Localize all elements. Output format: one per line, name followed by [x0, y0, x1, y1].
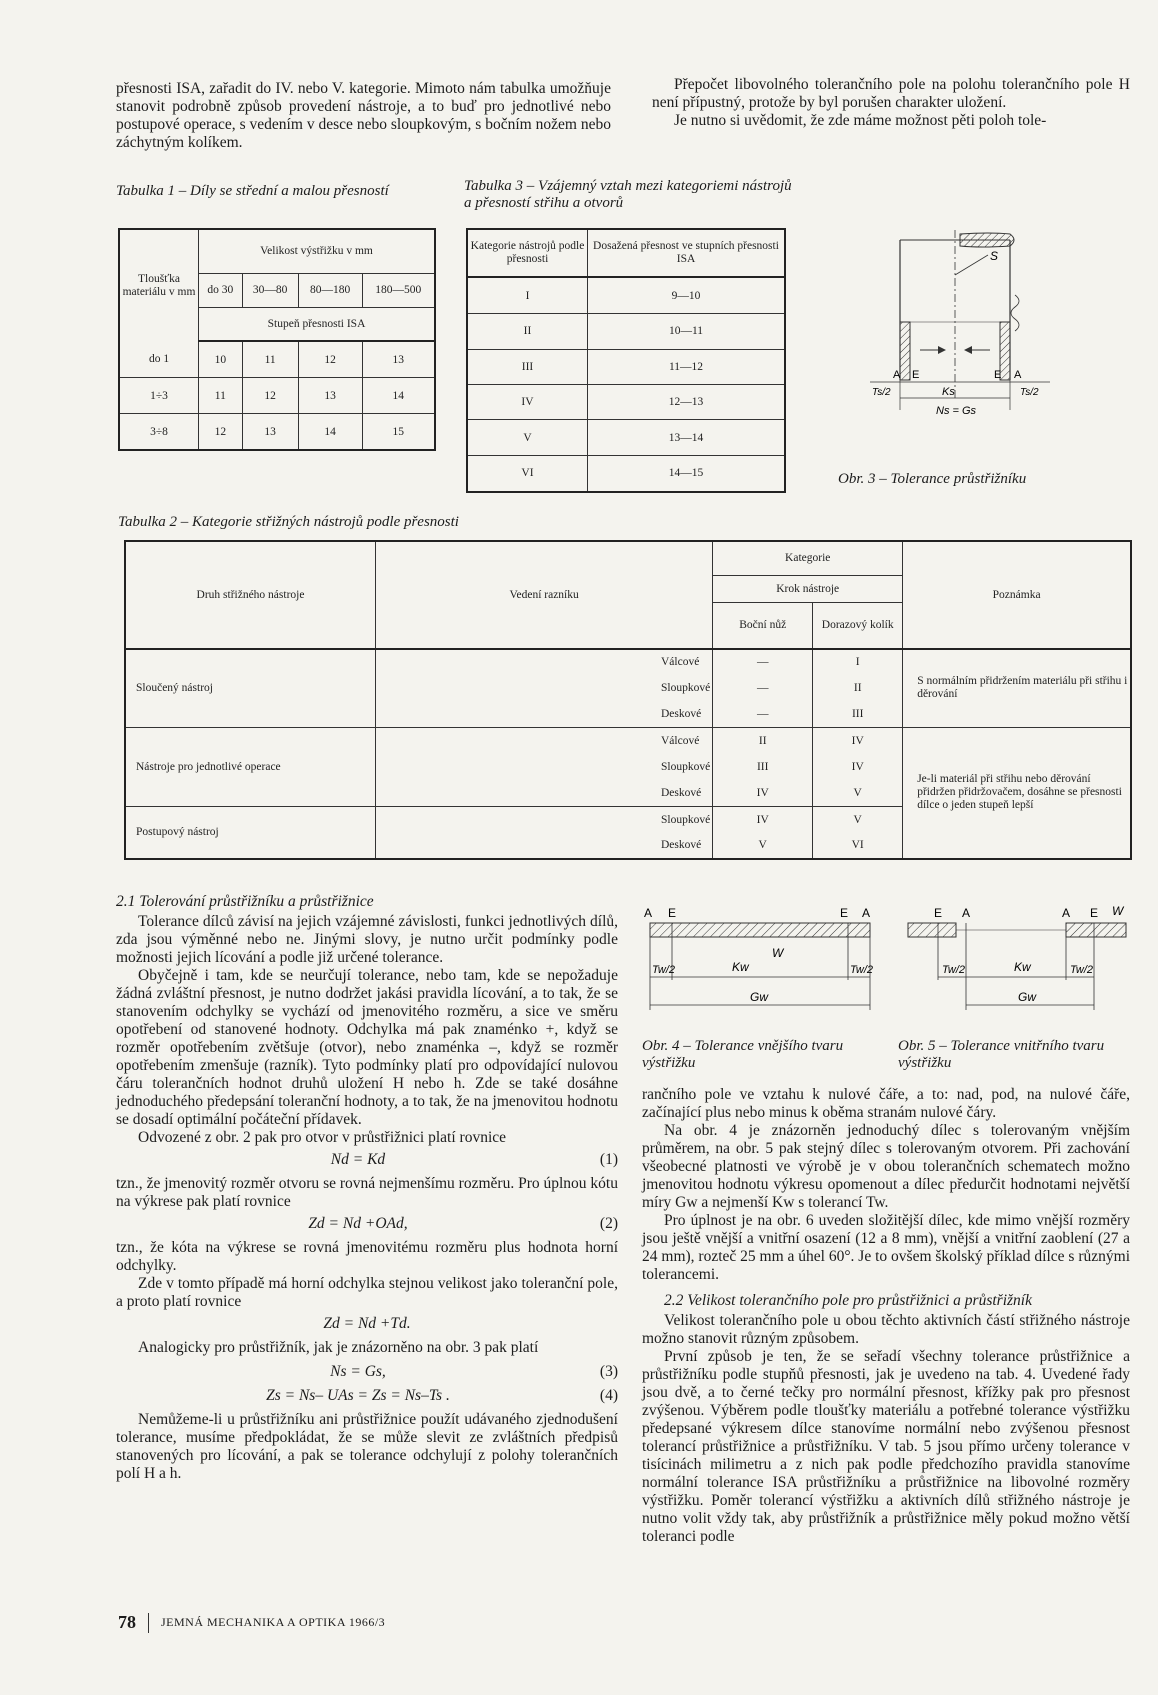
table2-side-cell: II [713, 727, 813, 753]
equation-3 [116, 1363, 618, 1383]
table1-cell: do 1 [119, 341, 199, 377]
paragraph: Zde v tomto případě má horní odchylka stejnou velikost jako toleranční pole, a proto platí rovnice [116, 1275, 618, 1310]
table1-row-header: Tloušťka materiálu v mm [119, 229, 199, 341]
table1-cell: 12 [298, 341, 362, 377]
table2-side-cell: III [713, 754, 813, 780]
table3-cell: VI [467, 455, 588, 492]
table2-type-cell: Sloučený nástroj [125, 649, 376, 728]
section-2-2-heading: 2.2 Velikost tolerančního pole pro průstřižnici a průstřižník [664, 1292, 1032, 1309]
top-right-p1: Přepočet libovolného tolerančního pole na polohu tolerančního pole H není přípustný, protože by byl porušen charakter uložení. [652, 76, 1130, 111]
table3-cell: 11—12 [588, 349, 786, 384]
fig5-label-e: E [934, 906, 943, 920]
fig3-label-ks: Ks [942, 386, 955, 398]
paragraph: Pro úplnost je na obr. 6 uveden složitější dílec, kde mimo vnější rozměry jsou ještě vnější a vnitřní osazení (12 a 8 mm), vnější a vnitřní zaoblení (27 a 24 mm), rozteč 25 mm a úhel 60°. Je to ovšem školský příklad dílce s různými tolerancemi. [642, 1212, 1130, 1283]
table3-cell: II [467, 314, 588, 349]
fig3-label-e: E [912, 369, 920, 381]
table2-type-header: Druh střižného nástroje [125, 541, 376, 649]
fig5-label-gw: Gw [1018, 990, 1036, 1004]
figure4-outer-shape [640, 905, 880, 1015]
section-2-1 [116, 893, 618, 1483]
table2-guide-cell: Sloupkové [376, 806, 713, 832]
table3-cell: I [467, 277, 588, 314]
table2-category-header: Kategorie [713, 541, 903, 575]
fig3-label-s: S [990, 249, 999, 263]
table1-cell: 13 [242, 414, 298, 450]
page-footer [118, 1612, 385, 1633]
table-row [467, 277, 785, 314]
fig4-label-a: A [644, 906, 653, 920]
section-2-1-heading: 2.1 Tolerování průstřižníku a průstřižnice [116, 893, 374, 910]
table1-col: 80—180 [298, 273, 362, 307]
fig3-label-ts2b: Ts/2 [1020, 387, 1039, 398]
top-right-paragraphs [652, 76, 1130, 130]
equation-number: (4) [599, 1387, 618, 1404]
table1-cell: 14 [362, 378, 435, 414]
table2-guide-cell: Deskové [376, 780, 713, 806]
table2-guide-header: Vedení razníku [376, 541, 713, 649]
equation-text: Zs = Ns– UAs = Zs = Ns–Ts . [266, 1387, 450, 1404]
table3-cell: 14—15 [668, 467, 704, 480]
table2-stop-cell: IV [813, 727, 903, 753]
paragraph: Nemůžeme-li u průstřižníku ani průstřižnice použít udávaného zjednodušení tolerance, musíme předpokládat, že se může slevit ze zvláštních předpisů stanovených pro lícování, a pak se tolerance odchylují z polohy tolerančních polí H a h. [116, 1411, 618, 1482]
table-row [125, 727, 1131, 753]
table2-step-header: Krok nástroje [713, 575, 903, 602]
paragraph: První způsob je ten, že se seřadí všechny tolerance průstřižnice a průstřižníku podle stupňů přesnosti, jak je uvedeno na tab. 4. Uvedené řady jsou dvě, a to černé tečky pro normální přesnost, křížky pak pro přesnost zvýšenou. Výběrem podle tloušťky materiálu a potřebné tolerance výstřižku předepsané výkresem dílce stanovíme normální nebo zvýšenou přesnost tolerancí průstřižnice a průstřižníku. V tab. 5 jsou přímo určeny tolerance v tisícinách milimetru a z nich pak podle předchozího pravidla stanovíme normální tolerance ISA průstřižníku a průstřižnice na libovolné rozměry výstřižku. Poměr tolerancí výstřižku a aktivních dílů střižného nástroje je nutno volit vždy tak, aby průstřižník a průstřižnice měly pokud možno větší toleranci podle [642, 1348, 1130, 1545]
fig4-label-gw: Gw [750, 990, 768, 1004]
table3-cell: V [467, 420, 588, 455]
top-right-p2: Je nutno si uvědomit, že zde máme možnost pěti poloh tole- [674, 112, 1047, 129]
table2-note-cell: Je-li materiál při střihu nebo děrování přidržen přidržovačem, dosáhne se přesnosti dílce o jeden stupeň lepší [917, 773, 1122, 812]
fig5-label-a2: A [1062, 906, 1071, 920]
equation-2b [116, 1315, 618, 1335]
table-row [119, 341, 435, 377]
table2-stop-cell: I [813, 649, 903, 675]
table1-cell: 12 [199, 414, 243, 450]
paragraph: Tolerance dílců závisí na jejich vzájemné závislosti, funkci jednotlivých dílů, zda jsou výměnné nebo ne. Jinými slovy, je nutno určit podmínky podle možnosti jejich lícování a podle již určené tolerance. [116, 913, 618, 966]
paragraph: Velikost tolerančního pole u obou těchto aktivních částí střižného nástroje možno stanovit různým způsobem. [642, 1312, 1130, 1347]
table-row [119, 414, 435, 450]
table2-stop-cell: II [813, 675, 903, 701]
paragraph: Analogicky pro průstřižník, jak je znázorněno na obr. 3 pak platí [138, 1339, 539, 1356]
table1-cell: 3÷8 [119, 414, 199, 450]
fig3-label-ts2: Ts/2 [872, 387, 891, 398]
figure3-caption: Obr. 3 – Tolerance průstřižníku [838, 471, 1027, 487]
table-row [125, 649, 1131, 675]
fig4-label-tw2: Tw/2 [850, 964, 874, 976]
top-left-paragraph: přesnosti ISA, zařadit do IV. nebo V. kategorie. Mimoto nám tabulka umožňuje stanovit podrobně způsob provedení nástroje, a to buď pro jednotlivé nebo postupové operace, s vedením v desce nebo sloupkovým, s bočním nožem nebo záchytným kolíkem. [116, 80, 611, 151]
table1-cell: 11 [242, 341, 298, 377]
paragraph: rančního pole ve vztahu k nulové čáře, a to: nad, pod, na nulové čáře, začínající plus nebo minus k oběma stranám nulové čáry. [642, 1086, 1130, 1121]
table2-guide-cell: Deskové [376, 833, 713, 859]
paragraph: tzn., že jmenovitý rozměr otvoru se rovná nejmenšímu rozměru. Pro úplnou kótu na výkrese pak platí rovnice [116, 1175, 618, 1210]
table1-cell: 1÷3 [119, 378, 199, 414]
table3-caption: Tabulka 3 – Vzájemný vztah mezi kategoriemi nástrojů a přesností střihu a otvorů [464, 178, 792, 211]
table3-cell: 9—10 [588, 277, 786, 314]
table2-side-cell: — [713, 649, 813, 675]
fig5-label-w: W [1112, 905, 1124, 918]
figure5-caption: Obr. 5 – Tolerance vnitřního tvaru výstřižku [898, 1038, 1105, 1071]
right-column-text [642, 1086, 1130, 1546]
fig4-label-w: W [772, 946, 784, 960]
fig3-label-a2: A [1014, 369, 1022, 381]
equation-text: Nd = Kd [330, 1151, 386, 1168]
paragraph: Odvozené z obr. 2 pak pro otvor v průstřižnici platí rovnice [138, 1129, 507, 1146]
table1-col: do 30 [199, 273, 243, 307]
table1-size-header: Velikost výstřižku v mm [199, 229, 436, 273]
table2-side-cell: IV [713, 806, 813, 832]
fig3-label-e2: E [994, 369, 1002, 381]
table1-caption: Tabulka 1 – Díly se střední a malou přesností [116, 183, 389, 199]
paragraph: tzn., že kóta na výkrese se rovná jmenovitému rozměru plus hodnota horní odchylky. [116, 1239, 618, 1274]
table3-cell: 10—11 [588, 314, 786, 349]
table2-caption: Tabulka 2 – Kategorie střižných nástrojů podle přesnosti [118, 514, 459, 530]
table-row [119, 378, 435, 414]
figure3-punch-tolerance [860, 230, 1070, 440]
table2-side-cell: — [713, 701, 813, 727]
table2-guide-cell: Sloupkové [376, 754, 713, 780]
table1-cell: 10 [199, 341, 243, 377]
table3-col2-header: Dosažená přesnost ve stupních přesnosti ISA [588, 229, 786, 277]
journal-name: JEMNÁ MECHANIKA A OPTIKA 1966/3 [161, 1615, 386, 1629]
table1-cell: 14 [298, 414, 362, 450]
table3-cell: IV [467, 384, 588, 419]
table1-col: 30—80 [242, 273, 298, 307]
equation-number: (1) [599, 1151, 618, 1168]
table2-side-cell: V [713, 833, 813, 859]
table3-col1-header: Kategorie nástrojů podle přesnosti [467, 229, 588, 277]
equation-text: Zd = Nd +Td. [323, 1315, 411, 1332]
fig5-label-a: A [962, 906, 971, 920]
table1-cell: 11 [199, 378, 243, 414]
equation-4 [116, 1387, 618, 1407]
fig3-label-a: A [893, 369, 901, 381]
equation-number: (2) [599, 1215, 618, 1232]
table2-stop-cell: V [813, 806, 903, 832]
table3-cell: 13—14 [588, 420, 786, 455]
table1-grade-header: Stupeň přesnosti ISA [199, 307, 436, 341]
fig5-label-tw: Tw/2 [942, 964, 966, 976]
equation-text: Zd = Nd +OAd, [308, 1215, 408, 1232]
table2-stop-cell: V [813, 780, 903, 806]
figure5-inner-shape [898, 905, 1138, 1015]
fig4-label-e2: E [840, 906, 849, 920]
table2-guide-cell: Válcové [376, 649, 713, 675]
table-row [467, 349, 785, 384]
page-number: 78 [118, 1612, 136, 1632]
fig5-label-tw2: Tw/2 [1070, 964, 1094, 976]
table2-side-cell: — [713, 675, 813, 701]
table1-cell: 13 [362, 341, 435, 377]
table2-stop-cell: IV [813, 754, 903, 780]
figure4-caption: Obr. 4 – Tolerance vnějšího tvaru výstřižku [642, 1038, 844, 1071]
table2-stop-header: Dorazový kolík [813, 603, 903, 649]
table3-cell: III [467, 349, 588, 384]
table2-type-cell: Nástroje pro jednotlivé operace [125, 727, 376, 806]
paragraph: Na obr. 4 je znázorněn jednoduchý dílec s tolerovaným vnějším průměrem, na obr. 5 pak stejný dílec s tolerovaným otvorem. Při zachování všeobecné platnosti ve výrobě je v obou tolerančních schematech možno jmenovitou hodnotu výkresu opomenout a dílec předurčit hodnotami největší míry Gw a nejmenší Kw s tolerancí Tw. [642, 1122, 1130, 1211]
fig4-label-a2: A [862, 906, 871, 920]
table1-cell: 12 [242, 378, 298, 414]
table2-side-header: Boční nůž [713, 603, 813, 649]
table-row [467, 455, 785, 492]
table2-type-cell: Postupový nástroj [125, 806, 376, 859]
fig5-label-e2: E [1090, 906, 1099, 920]
fig5-label-kw: Kw [1014, 960, 1031, 974]
table-row [467, 314, 785, 349]
table2-guide-cell: Válcové [376, 727, 713, 753]
fig4-label-tw: Tw/2 [652, 964, 676, 976]
table2 [124, 540, 1132, 860]
table1-cell: 15 [392, 425, 405, 438]
table-row [467, 420, 785, 455]
table3-cell: 12—13 [588, 384, 786, 419]
table2-stop-cell: III [813, 701, 903, 727]
table2-guide-cell: Sloupkové [376, 675, 713, 701]
equation-1 [116, 1151, 618, 1171]
fig4-label-kw: Kw [732, 960, 749, 974]
equation-number: (3) [599, 1363, 618, 1380]
fig3-label-ns: Ns = Gs [936, 405, 977, 417]
fig4-label-e: E [668, 906, 677, 920]
footer-divider [148, 1613, 149, 1633]
table3 [466, 228, 786, 493]
table1-cell: 13 [298, 378, 362, 414]
table1-col: 180—500 [362, 273, 435, 307]
table2-note-header: Poznámka [903, 541, 1131, 649]
table2-side-cell: IV [713, 780, 813, 806]
equation-2 [116, 1215, 618, 1235]
equation-text: Ns = Gs, [330, 1363, 386, 1380]
table2-stop-cell: VI [813, 833, 903, 859]
table2-guide-cell: Deskové [376, 701, 713, 727]
table-row [467, 384, 785, 419]
table2-note-cell: S normálním přidržením materiálu při střihu i děrování [903, 649, 1131, 728]
paragraph: Obyčejně i tam, kde se neurčují tolerance, nebo tam, kde se nepožaduje žádná zvláštní přesnost, je nutno dodržet jakási pravidla lícování, a to tak, že se stanovením odchylky se vychází od jmenovitého rozměru, a sice ve směru opotřebení od stanovené hodnoty. Odchylka má pak znaménko +, když se rozměr opotřebením zvětšuje (otvor), nebo znaménka –, když se rozměr opotřebením zmenšuje (razník). Tyto podmínky platí pro odpovídající nulovou čáru tolerančních hodnot druhů uložení H nebo h. Zde se také dosáhne jednoduchého předepsání toleranční hodnoty, a to tak, že na jmenovitou hodnotu se dosadí optimální počáteční přídavek. [116, 967, 618, 1128]
table1 [118, 228, 436, 451]
